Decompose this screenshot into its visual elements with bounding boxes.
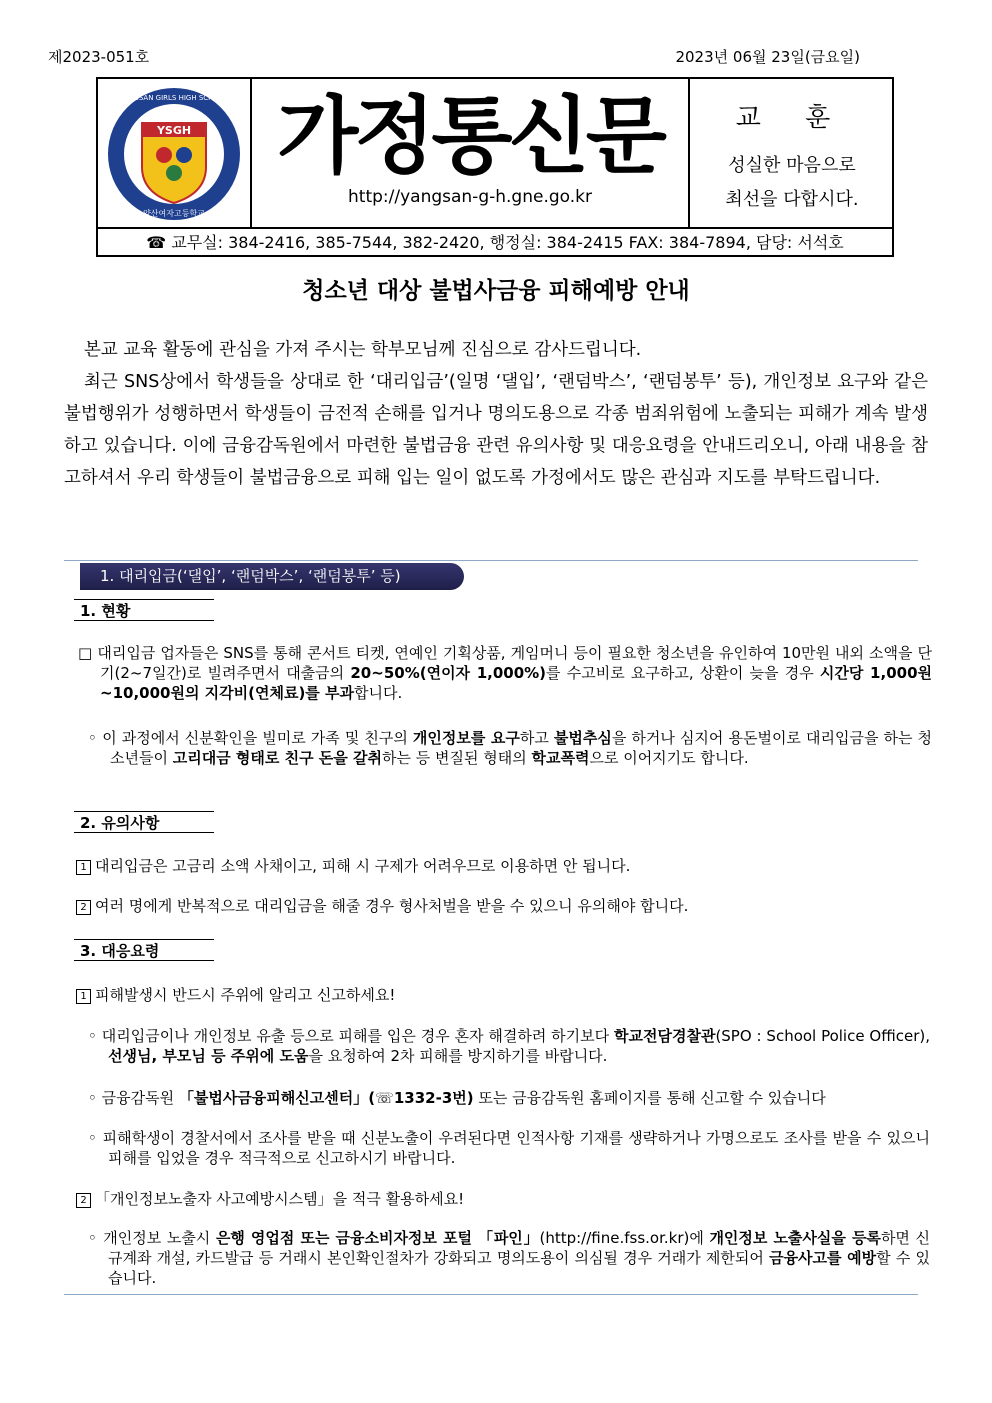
motto-line-2: 최선을 다합시다. <box>725 189 859 210</box>
intro-paragraph-1: 본교 교육 활동에 관심을 가져 주시는 학부모님께 진심으로 감사드립니다. <box>84 340 642 360</box>
caution-item-1: 1 대리입금은 고금리 소액 사채이고, 피해 시 구제가 어려우므로 이용하면 안 됩니다. <box>76 856 630 876</box>
document-date: 2023년 06월 23일(금요일) <box>675 48 860 66</box>
response-item-1: 1 피해발생시 반드시 주위에 알리고 신고하세요! <box>76 985 395 1005</box>
intro <box>64 334 928 494</box>
caution-item-2: 2 여러 명에게 반복적으로 대리입금을 해줄 경우 형사처벌을 받을 수 있으니 유의해야 합니다. <box>76 896 688 916</box>
svg-text:YANGSAN GIRLS HIGH SCHOOL: YANGSAN GIRLS HIGH SCHOOL <box>119 94 229 102</box>
section-top-rule <box>64 560 918 561</box>
intro-paragraph-2: 최근 SNS상에서 학생들을 상대로 한 ‘대리입금’(일명 ‘댈입’, ‘랜덤박스’, ‘랜덤봉투’ 등), 개인정보 요구와 같은 불법행위가 성행하면서 학생들이 금전적 손해를 입거나 명의도용으로 각종 범죄위험에 노출되는 피해가 계속 발생하고 있습니다. 이에 금융감독원에서 마련한 불법금융 관련 유의사항 및 대응요령을 안내드리오니, 아래 내용을 참고하셔서 우리 학생들이 불법금융으로 피해 입는 일이 없도록 가정에서도 많은 관심과 지도를 부탁드립니다. <box>64 372 928 488</box>
subheading-response: 3. 대응요령 <box>74 939 214 961</box>
section-banner: 1. 대리입금(‘댈입’, ‘랜덤박스’, ‘랜덤봉투’ 등) <box>80 563 464 590</box>
subheading-cautions: 2. 유의사항 <box>74 811 214 833</box>
response-bullet-2: ◦ 금융감독원 「불법사금융피해신고센터」(☏1332-3번) 또는 금융감독원 홈페이지를 통해 신고할 수 있습니다 <box>88 1089 826 1107</box>
logo-korean: 양산여자고등학교 <box>143 209 205 218</box>
section-bottom-rule <box>64 1294 918 1295</box>
newsletter-header <box>96 77 894 257</box>
motto-line-1: 성실한 마음으로 <box>728 155 856 176</box>
status-bullet: ◦ 이 과정에서 신분확인을 빌미로 가족 및 친구의 개인정보를 요구하고 불법추심을 하거나 심지어 용돈벌이로 대리입금을 하는 청소년들이 고리대금 형태로 친구 돈을 갈취하는 등 변질된 형태의 학교폭력으로 이어지기도 합니다. <box>88 729 933 767</box>
status-paragraph: □ 대리입금 업자들은 SNS를 통해 콘서트 티켓, 연예인 기획상품, 게임머니 등이 필요한 청소년을 유인하여 10만원 내외 소액을 단기(2~7일간)로 빌려주면서 대출금의 20~50%(연이자 1,000%)를 수고비로 요구하고, 상환이 늦을 경우 시간당 1,000원~10,000원의 지각비(연체료)를 부과합니다. <box>78 644 932 702</box>
response-bullet-1: ◦ 대리입금이나 개인정보 유출 등으로 피해를 입은 경우 혼자 해결하려 하기보다 학교전담경찰관(SPO : School Police Officer), 선생님, 부모님 등 주위에 도움을 요청하여 2차 피해를 방지하기를 바랍니다. <box>88 1027 930 1065</box>
school-url[interactable]: http://yangsan-g-h.gne.go.kr <box>348 187 592 207</box>
logo-abbr: YSGH <box>156 124 192 137</box>
motto-title: 교 훈 <box>735 103 849 133</box>
contact-info: ☎ 교무실: 384-2416, 385-7544, 382-2420, 행정실: 384-2415 FAX: 384-7894, 담당: 서석호 <box>146 233 844 252</box>
response-item-2: 2 「개인정보노출자 사고예방시스템」을 적극 활용하세요! <box>76 1189 464 1209</box>
document-number: 제2023-051호 <box>48 48 150 66</box>
notice-title: 청소년 대상 불법사금융 피해예방 안내 <box>302 278 690 304</box>
subheading-status: 1. 현황 <box>74 599 214 621</box>
school-logo <box>104 85 244 223</box>
response-bullet-4: ◦ 개인정보 노출시 은행 영업점 또는 금융소비자정보 포털 「파인」(http://fine.fss.or.kr)에 개인정보 노출사실을 등록하면 신규계좌 개설, 카드발급 등 거래시 본인확인절차가 강화되고 명의도용이 의심될 경우 거래가 제한되어 금융사고를 예방할 수 있습니다. <box>88 1229 931 1287</box>
response-bullet-3: ◦ 피해학생이 경찰서에서 조사를 받을 때 신분노출이 우려된다면 인적사항 기재를 생략하거나 가명으로도 조사를 받을 수 있으니 피해를 입었을 경우 적극적으로 신고하시기 바랍니다. <box>88 1129 930 1167</box>
masthead-title: 가정통신문 <box>277 87 663 185</box>
